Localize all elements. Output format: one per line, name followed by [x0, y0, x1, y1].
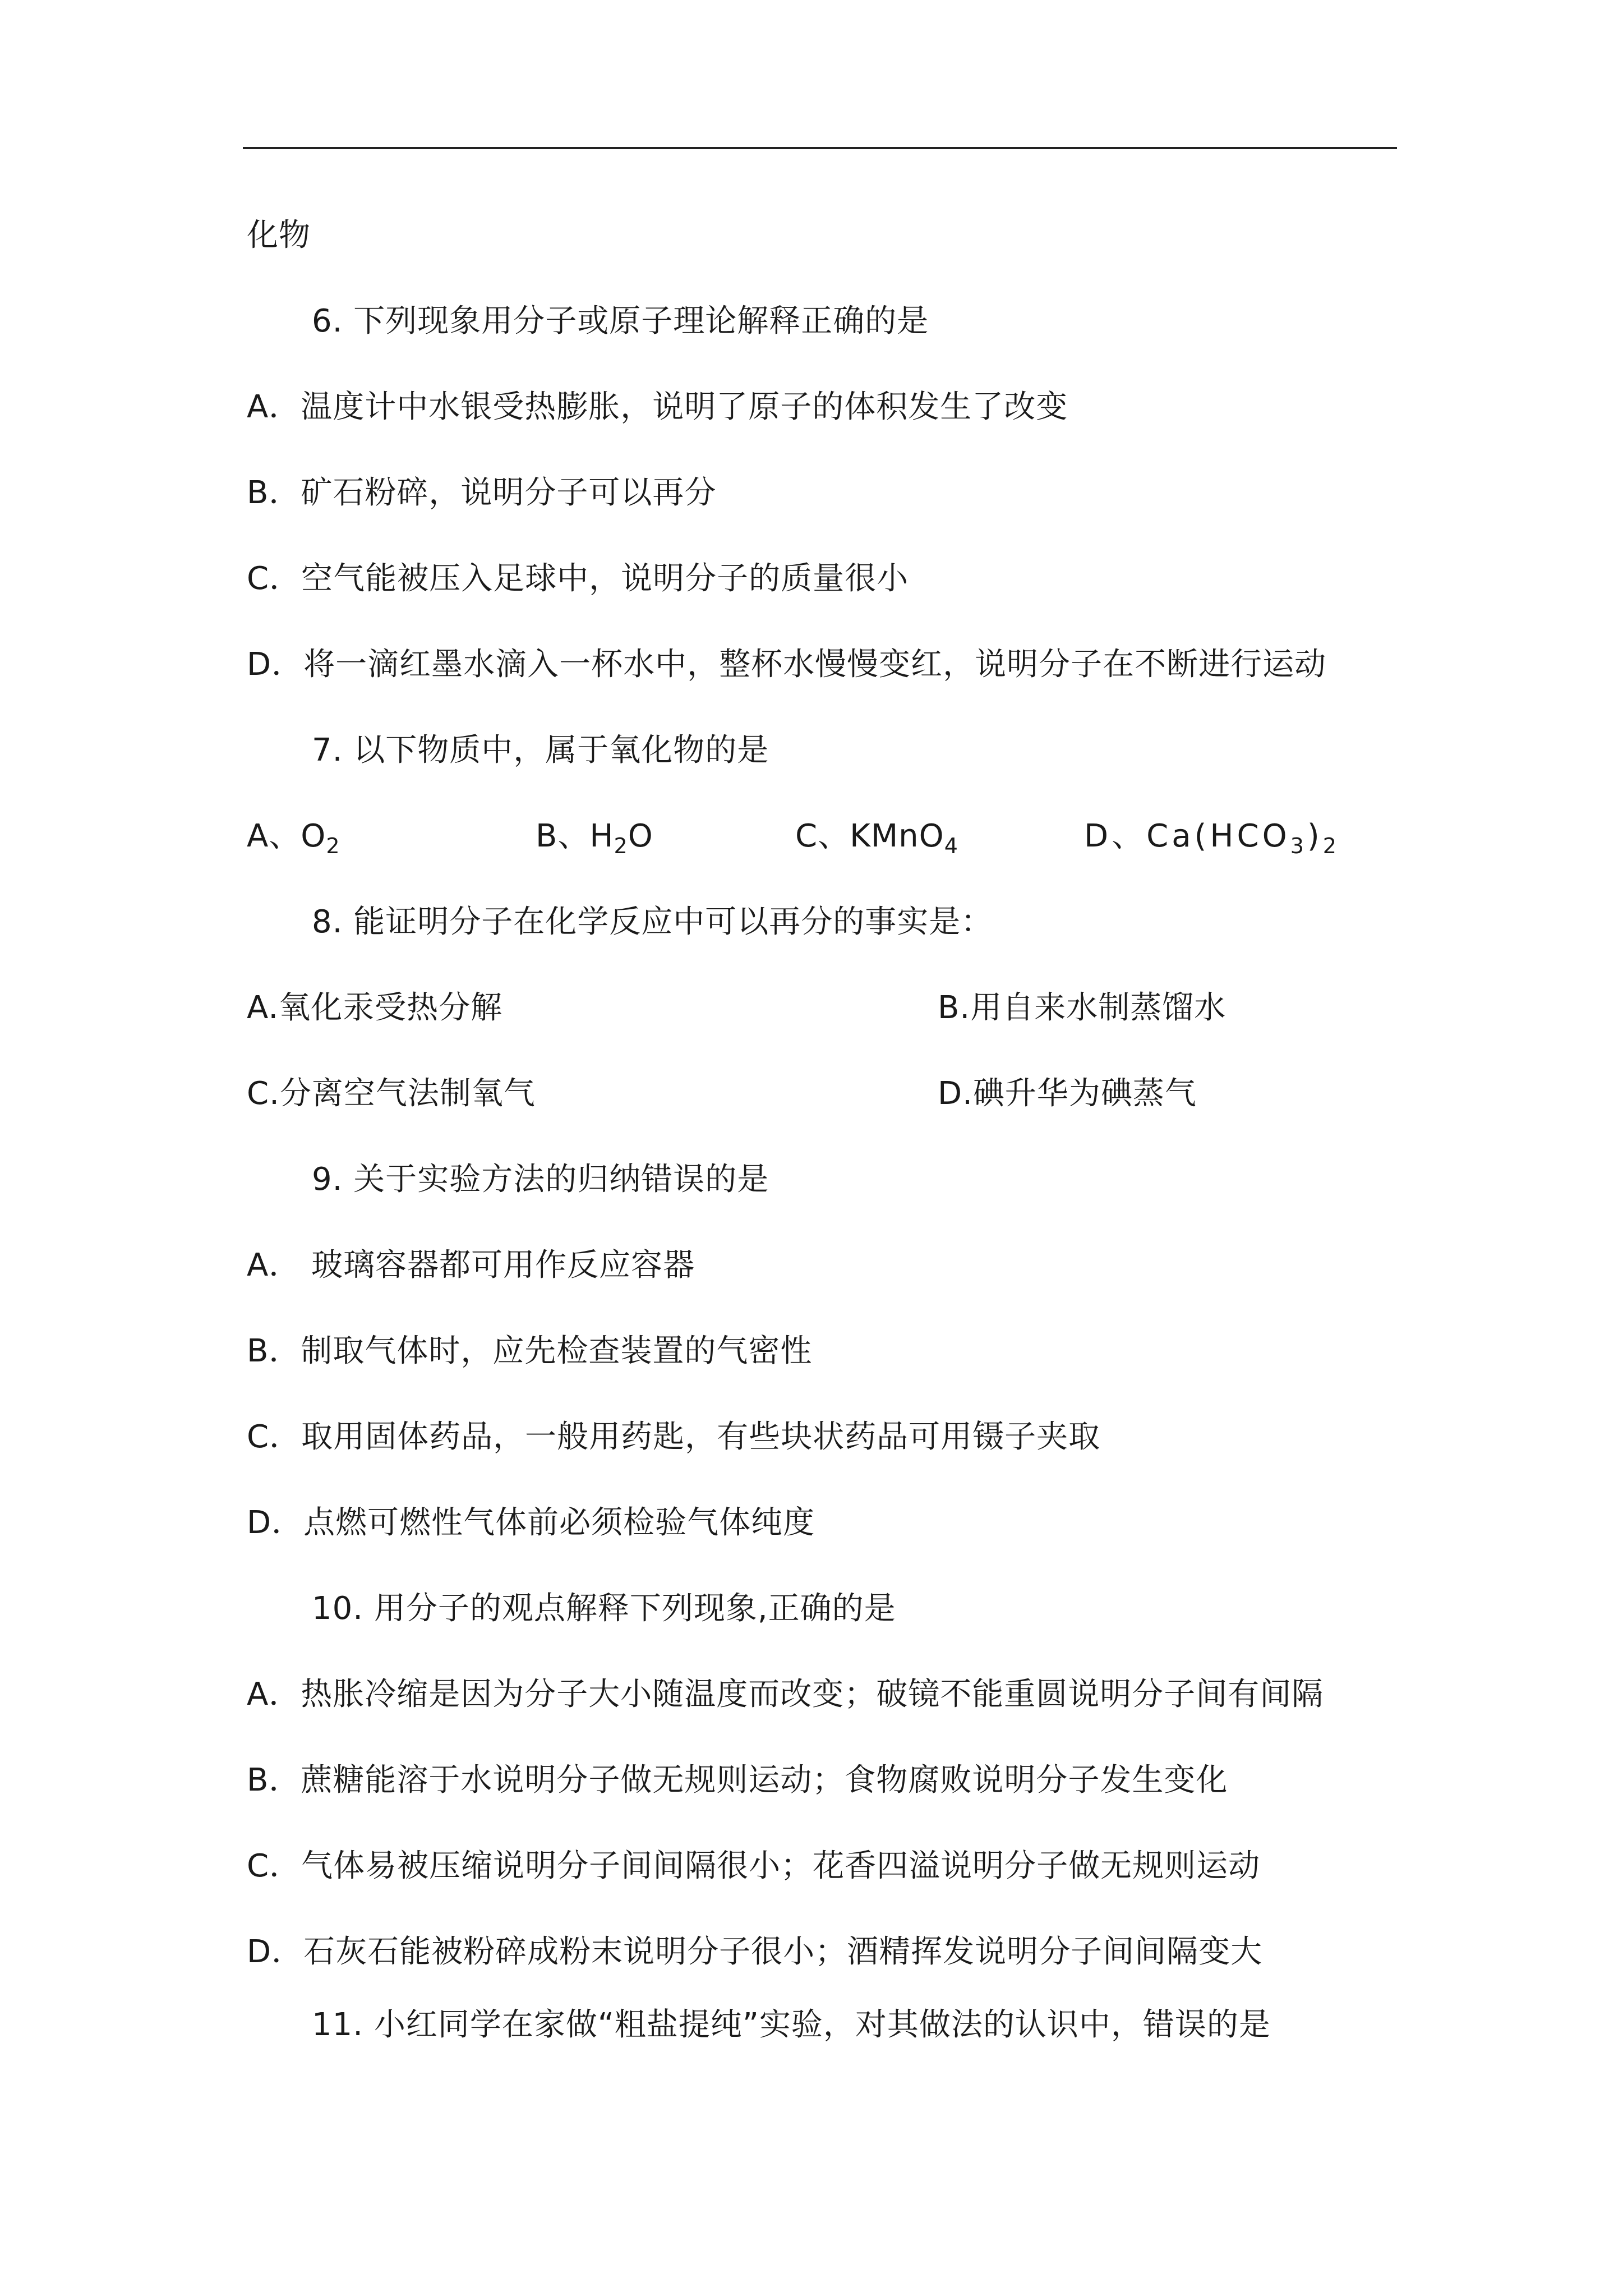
q7b-sub: 2: [614, 834, 628, 858]
q7a-text: A、O: [247, 818, 326, 854]
question-7-option-b: [536, 814, 653, 859]
question-10-option-c: C．气体易被压缩说明分子间间隔很小；花香四溢说明分子做无规则运动: [247, 1848, 1261, 1884]
question-7-option-d: [1084, 814, 1340, 859]
question-6-option-d: D．将一滴红墨水滴入一杯水中，整杯水慢慢变红，说明分子在不断进行运动: [247, 646, 1327, 683]
q7d-text: D、Ca(HCO: [1084, 818, 1290, 854]
q7b-suffix: O: [628, 818, 653, 854]
question-9-option-c: C．取用固体药品，一般用药匙，有些块状药品可用镊子夹取: [247, 1419, 1101, 1455]
question-10-option-a: A．热胀冷缩是因为分子大小随温度而改变；破镜不能重圆说明分子间有间隔: [247, 1676, 1324, 1713]
question-8-option-d: D.碘升华为碘蒸气: [938, 1075, 1197, 1112]
question-11: 11. 小红同学在家做“粗盐提纯”实验，对其做法的认识中，错误的是: [312, 2007, 1271, 2043]
q7d-sub1: 3: [1290, 834, 1307, 858]
question-6-option-a: A．温度计中水银受热膨胀，说明了原子的体积发生了改变: [247, 389, 1068, 425]
question-6-option-b: B．矿石粉碎，说明分子可以再分: [247, 475, 717, 511]
question-8: 8. 能证明分子在化学反应中可以再分的事实是：: [312, 904, 993, 940]
question-8-option-c: C.分离空气法制氧气: [247, 1075, 536, 1112]
q7a-sub: 2: [326, 834, 340, 858]
question-10: 10. 用分子的观点解释下列现象,正确的是: [312, 1590, 896, 1627]
q7c-sub: 4: [944, 834, 958, 858]
question-9-option-a: A． 玻璃容器都可用作反应容器: [247, 1247, 695, 1283]
question-8-option-a: A.氧化汞受热分解: [247, 990, 503, 1026]
question-10-option-d: D．石灰石能被粉碎成粉末说明分子很小；酒精挥发说明分子间间隔变大: [247, 1934, 1263, 1970]
question-9: 9. 关于实验方法的归纳错误的是: [312, 1161, 769, 1198]
question-7-option-a: [247, 814, 340, 859]
q7d-sub2: 2: [1322, 834, 1340, 858]
question-9-option-b: B．制取气体时，应先检查装置的气密性: [247, 1333, 813, 1369]
question-7-option-c: [795, 814, 958, 859]
carryover-text: 化物: [247, 217, 311, 254]
question-10-option-b: B．蔗糖能溶于水说明分子做无规则运动；食物腐败说明分子发生变化: [247, 1762, 1228, 1798]
question-6: 6. 下列现象用分子或原子理论解释正确的是: [312, 303, 929, 339]
q7b-text: B、H: [536, 818, 614, 854]
q7d-mid: ): [1307, 818, 1323, 854]
question-9-option-d: D．点燃可燃性气体前必须检验气体纯度: [247, 1504, 815, 1541]
q7c-text: C、KMnO: [795, 818, 944, 854]
header-rule: [243, 147, 1397, 149]
question-6-option-c: C．空气能被压入足球中，说明分子的质量很小: [247, 560, 909, 597]
question-7: 7. 以下物质中，属于氧化物的是: [312, 732, 769, 769]
question-8-option-b: B.用自来水制蒸馏水: [938, 990, 1227, 1026]
